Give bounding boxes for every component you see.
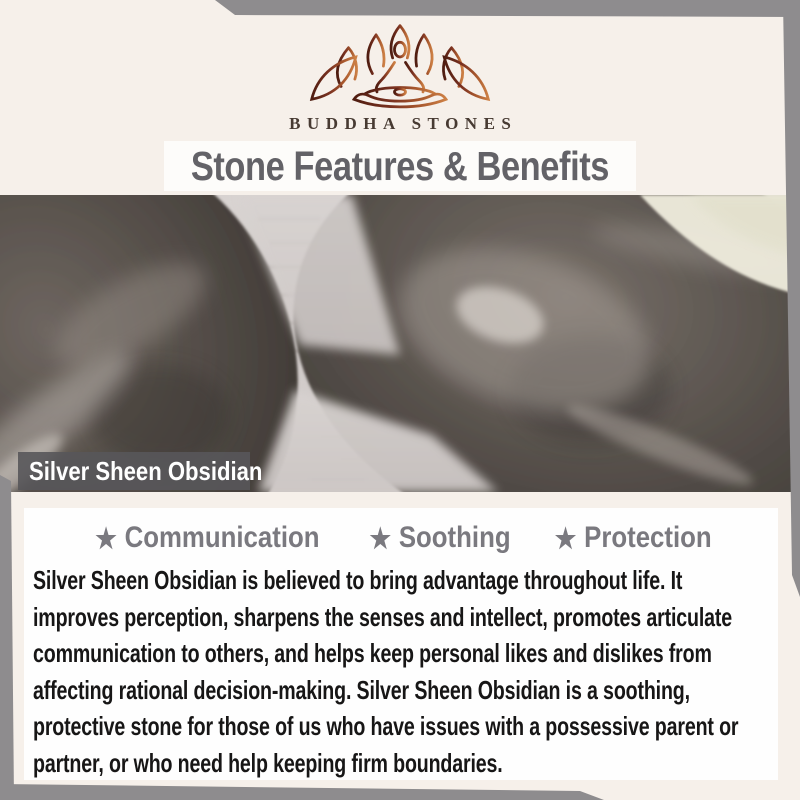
stone-description: Silver Sheen Obsidian is believed to bring advantage throughout life. It improves perception, sharpens the senses and intellect, promotes articulate communication to others, and helps keep personal likes and dislikes from affecting rational decision-making. Silver Sheen Obsidian is a soothing, protective stone for those of us who have issues with a possessive parent or partner, or who need help keeping firm boundaries. bbox=[33, 565, 739, 778]
stone-photo bbox=[0, 195, 800, 492]
feature-label: Soothing bbox=[398, 521, 511, 554]
ribbon-left bbox=[0, 475, 14, 800]
feature-label: Protection bbox=[584, 521, 712, 554]
stone-name-badge bbox=[18, 452, 263, 490]
features-heading bbox=[24, 521, 778, 555]
title-banner bbox=[164, 141, 636, 191]
ribbon-bottom bbox=[0, 784, 604, 800]
star-icon: ★ bbox=[95, 522, 118, 554]
feature-label: Communication bbox=[124, 521, 320, 554]
star-icon: ★ bbox=[554, 522, 577, 554]
lotus-meditation-icon bbox=[290, 22, 510, 114]
feature-protection bbox=[555, 521, 712, 555]
content-box bbox=[24, 508, 778, 780]
brand-name: BUDDHA STONES bbox=[289, 114, 518, 133]
star-icon: ★ bbox=[369, 522, 392, 554]
feature-soothing bbox=[370, 521, 511, 555]
stone-name-label: Silver Sheen Obsidian bbox=[29, 455, 263, 486]
feature-communication bbox=[96, 521, 320, 555]
page-title: Stone Features & Benefits bbox=[190, 142, 610, 189]
ribbon-top bbox=[215, 0, 800, 17]
obsidian-stones-image bbox=[0, 195, 800, 492]
